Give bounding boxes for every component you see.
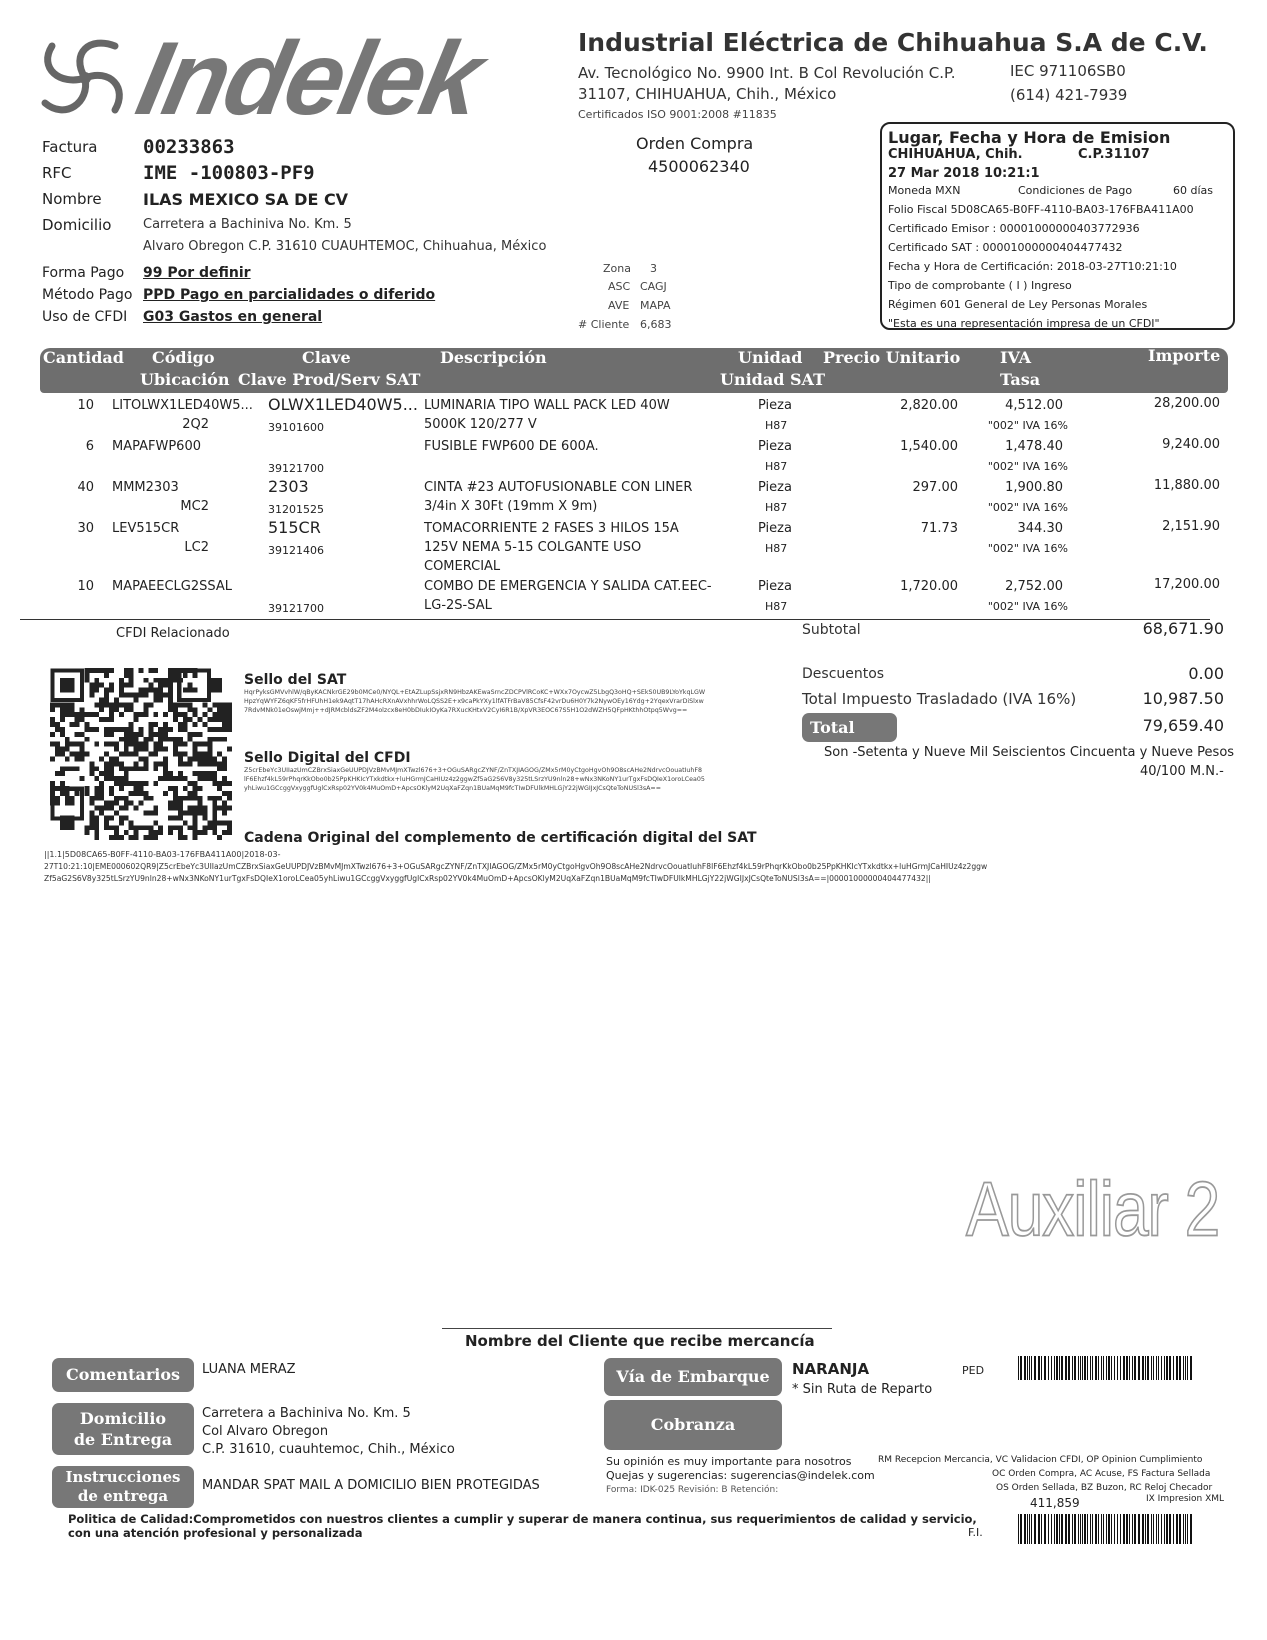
row-codigo: MAPAEECLG2SSAL (112, 579, 232, 594)
row-iva: 2,752.00 (1005, 579, 1063, 594)
emision-condiciones: Condiciones de Pago (1018, 184, 1133, 197)
via-embarque-value: NARANJA (792, 1360, 870, 1378)
logo-wordmark: Indelek (127, 21, 490, 137)
instrucciones-label-2: de entrega (77, 1487, 169, 1505)
uso-cfdi-label: Uso de CFDI (42, 309, 128, 325)
zona-value: 3 (650, 262, 657, 275)
asc-value: CAGJ (640, 280, 667, 293)
emision-title: Lugar, Fecha y Hora de Emision (888, 128, 1171, 147)
row-precio: 71.73 (920, 521, 958, 536)
row-clave-sat: 39121700 (268, 462, 324, 475)
instrucciones-label (52, 1466, 194, 1508)
cliente-value: 6,683 (640, 318, 672, 331)
rm-legend-1: RM Recepcion Mercancia, VC Validacion CFDI, OP Opinion Cumplimiento (878, 1455, 1203, 1465)
uso-cfdi-value: G03 Gastos en general (143, 309, 323, 325)
emision-moneda: Moneda MXN (888, 184, 961, 197)
row-unidad-sat: H87 (765, 419, 788, 432)
sello-sat-text: HqrPyksGMVvhlW/qByKACNkrGE29b0MCe0/NYQL+EtAZLupSsjxRN9HbzAKEwaSrncZDCPVlRCoKC+WXx7OycwZ5LbgQ3oHQ+SEkS0UB9LYoYkqLGW HpzYqWYFZ6qKF5frHFUhH1ek9AqtT17hAHcRXnAVxhhrWoLQSS2E+x9caPkYXy1lfATFrBaV85CfsF42vrDu6H0Y7k2NywOEy16Ydg+2YqexVrarDiSlxw 7RdvMNk01eOswjMmj++dJRMcbldsZF2M4olzcx8eH0bDIukIOyKa7RXucKHtxV2CyI6R1B/XpVR3EOC67S5H1O2dWZH5QFpHKthhOtpq5Wvg== (244, 689, 706, 714)
cfdi-relacionado: CFDI Relacionado (116, 626, 230, 641)
th-codigo: Código (152, 348, 215, 367)
row-tasa: "002" IVA 16% (987, 600, 1068, 613)
qr-code (50, 668, 232, 840)
fi-label: F.I. (968, 1526, 983, 1539)
row-tasa: "002" IVA 16% (987, 501, 1068, 514)
sin-ruta: * Sin Ruta de Reparto (792, 1382, 933, 1397)
row-desc-2: 5000K 120/277 V (424, 417, 537, 432)
row-cantidad: 30 (77, 521, 94, 536)
cliente-recibe-label: Nombre del Cliente que recibe mercancía (465, 1332, 815, 1350)
quejas-text: Quejas y sugerencias: sugerencias@indelek.com (606, 1469, 875, 1482)
row-importe: 28,200.00 (1153, 396, 1220, 411)
barcode-bottom (1018, 1514, 1194, 1544)
company-cert: Certificados ISO 9001:2008 #11835 (578, 108, 777, 121)
nombre-label: Nombre (42, 190, 102, 208)
row-iva: 4,512.00 (1005, 398, 1063, 413)
metodo-pago-value: PPD Pago en parcialidades o diferido (143, 287, 436, 303)
row-codigo: MMM2303 (112, 480, 179, 495)
emision-folio: Folio Fiscal 5D08CA65-B0FF-4110-BA03-176FBA411A00 (888, 203, 1194, 216)
row-clave: 515CR (268, 518, 321, 537)
row-desc-1: FUSIBLE FWP600 DE 600A. (424, 439, 599, 454)
row-codigo: LITOLWX1LED40W5... (112, 398, 253, 413)
domicilio-entrega-3: C.P. 31610, cuauhtemoc, Chih., México (202, 1442, 455, 1457)
ped-label: PED (962, 1364, 985, 1377)
domicilio-line-2: Alvaro Obregon C.P. 31610 CUAUHTEMOC, Chihuahua, México (143, 239, 547, 254)
th-unidad: Unidad (738, 348, 803, 367)
subtotal-label: Subtotal (802, 622, 861, 638)
row-clave-sat: 39121700 (268, 602, 324, 615)
orden-compra-value: 4500062340 (648, 157, 750, 176)
emision-regimen: Régimen 601 General de Ley Personas Morales (888, 298, 1148, 311)
row-desc-2: 125V NEMA 5-15 COLGANTE USO (424, 540, 642, 555)
row-precio: 297.00 (912, 480, 958, 495)
rfc-value: IME -100803-PF9 (143, 162, 315, 184)
row-tasa: "002" IVA 16% (987, 419, 1068, 432)
row-iva: 1,900.80 (1005, 480, 1063, 495)
row-ubicacion: 2Q2 (182, 417, 209, 432)
row-clave: OLWX1LED40W5... (268, 395, 418, 414)
instrucciones-label-1: Instrucciones (65, 1468, 181, 1486)
sello-cfdi-title: Sello Digital del CFDI (244, 750, 411, 766)
via-embarque-label: Vía de Embarque (604, 1358, 782, 1396)
row-tasa: "002" IVA 16% (987, 460, 1068, 473)
forma-pago-value: 99 Por definir (143, 265, 251, 281)
row-importe: 17,200.00 (1153, 577, 1220, 592)
politica-1: Politica de Calidad:Comprometidos con nuestros clientes a cumplir y superar de manera continua, sus requerimientos de calidad y servicio, (68, 1512, 977, 1526)
th-unidad-sat: Unidad SAT (720, 370, 825, 389)
cadena-title: Cadena Original del complemento de certificación digital del SAT (244, 830, 757, 846)
row-precio: 1,540.00 (900, 439, 958, 454)
row-clave-sat: 39121406 (268, 544, 324, 557)
forma-text: Forma: IDK-025 Revisión: B Retención: (606, 1485, 779, 1495)
emision-dias: 60 días (1173, 184, 1214, 197)
domicilio-entrega-label-2: de Entrega (73, 1430, 173, 1449)
domicilio-entrega-1: Carretera a Bachiniva No. Km. 5 (202, 1406, 411, 1421)
total-value: 79,659.40 (1142, 716, 1224, 735)
domicilio-label: Domicilio (42, 216, 112, 234)
row-cantidad: 6 (85, 439, 94, 454)
th-clave: Clave (302, 348, 351, 367)
row-desc-1: LUMINARIA TIPO WALL PACK LED 40W (424, 398, 670, 413)
row-unidad: Pieza (758, 439, 792, 454)
domicilio-entrega-2: Col Alvaro Obregon (202, 1424, 329, 1439)
cadena-line-1: ||1.1|5D08CA65-B0FF-4110-BA03-176FBA411A00|2018-03- (44, 850, 281, 859)
rfc-label: RFC (42, 164, 72, 182)
company-phone: (614) 421-7939 (1010, 86, 1128, 104)
row-desc-2: 3/4in X 30Ft (19mm X 9m) (424, 499, 598, 514)
row-unidad: Pieza (758, 521, 792, 536)
descuentos-label: Descuentos (802, 666, 885, 682)
row-clave-sat: 39101600 (268, 421, 324, 434)
row-desc-1: CINTA #23 AUTOFUSIONABLE CON LINER (424, 480, 693, 495)
th-precio: Precio Unitario (823, 348, 961, 367)
row-unidad-sat: H87 (765, 501, 788, 514)
row-precio: 2,820.00 (900, 398, 958, 413)
row-iva: 1,478.40 (1005, 439, 1063, 454)
row-precio: 1,720.00 (900, 579, 958, 594)
metodo-pago-label: Método Pago (42, 287, 133, 303)
row-desc-3: COMERCIAL (424, 559, 501, 574)
impuesto-value: 10,987.50 (1142, 689, 1224, 708)
company-address-1: Av. Tecnológico No. 9900 Int. B Col Revolución C.P. (578, 64, 956, 82)
company-rfc: IEC 971106SB0 (1010, 62, 1126, 80)
factura-value: 00233863 (143, 136, 235, 158)
row-codigo: MAPAFWP600 (112, 439, 201, 454)
emision-lugar: CHIHUAHUA, Chih. (888, 147, 1023, 162)
total-en-letra-1: Son -Setenta y Nueve Mil Seiscientos Cincuenta y Nueve Pesos (824, 745, 1235, 760)
row-iva: 344.30 (1017, 521, 1063, 536)
row-desc-2: LG-2S-SAL (424, 598, 492, 613)
row-unidad-sat: H87 (765, 460, 788, 473)
row-clave: 2303 (268, 477, 309, 496)
items-table-body (0, 0, 1267, 640)
row-cantidad: 10 (77, 579, 94, 594)
footer-number: 411,859 (1030, 1496, 1080, 1510)
row-desc-1: COMBO DE EMERGENCIA Y SALIDA CAT.EEC- (424, 579, 712, 594)
ix-legend: IX Impresion XML (1146, 1494, 1225, 1504)
cobranza-label: Cobranza (604, 1400, 782, 1450)
row-unidad: Pieza (758, 579, 792, 594)
total-label: Total (802, 713, 897, 742)
cadena-line-3: Zf5aG2S6V8y325tLSrzYU9nln28+wNx3NKoNY1urTgxFsDQIeX1oroLCea05yhLiwu1GCcggVxyggfUglCxRsp02YV0k4MuOmD+ApcsOKlyM2UqXaFZqn1BUaMqM9fcTIwDFUlkMHLGjY22jWGIJxJCsQteToNUSl3sA==|00001000000404477432|| (44, 874, 931, 883)
th-cantidad: Cantidad (43, 348, 124, 367)
forma-pago-label: Forma Pago (42, 265, 125, 281)
row-codigo: LEV515CR (112, 521, 180, 536)
row-cantidad: 40 (77, 480, 94, 495)
emision-fecha: 27 Mar 2018 10:21:1 (888, 166, 1040, 181)
qr-code-icon (50, 668, 232, 840)
row-importe: 11,880.00 (1153, 478, 1220, 493)
asc-label: ASC (608, 280, 631, 293)
row-ubicacion: MC2 (180, 499, 209, 514)
th-descripcion: Descripción (440, 348, 547, 367)
row-unidad: Pieza (758, 398, 792, 413)
th-clave-prod: Clave Prod/Serv SAT (238, 370, 421, 389)
row-unidad-sat: H87 (765, 542, 788, 555)
th-tasa: Tasa (1000, 370, 1041, 389)
rm-legend-3: OS Orden Sellada, BZ Buzon, RC Reloj Checador (996, 1483, 1213, 1493)
ave-label: AVE (608, 299, 630, 312)
company-name: Industrial Eléctrica de Chihuahua S.A de C.V. (578, 28, 1208, 57)
ave-value: MAPA (640, 299, 671, 312)
th-importe: Importe (1148, 346, 1221, 365)
comentarios-label: Comentarios (52, 1358, 194, 1392)
emision-cert-sat: Certificado SAT : 00001000000404477432 (888, 241, 1123, 254)
row-ubicacion: LC2 (184, 540, 209, 555)
nombre-value: ILAS MEXICO SA DE CV (143, 190, 349, 209)
opinion-text: Su opinión es muy importante para nosotros (606, 1455, 852, 1468)
emision-fecha-cert: Fecha y Hora de Certificación: 2018-03-27T10:21:10 (888, 260, 1177, 273)
instrucciones-value: MANDAR SPAT MAIL A DOMICILIO BIEN PROTEGIDAS (202, 1478, 540, 1493)
subtotal-value: 68,671.90 (1142, 619, 1224, 638)
row-unidad-sat: H87 (765, 600, 788, 613)
emision-cp: C.P.31107 (1078, 147, 1150, 162)
company-address-2: 31107, CHIHUAHUA, Chih., México (578, 85, 837, 103)
th-iva: IVA (1000, 348, 1032, 367)
table-divider (20, 619, 1210, 620)
row-clave-sat: 31201525 (268, 503, 324, 516)
row-importe: 2,151.90 (1162, 519, 1220, 534)
cadena-line-2: 27T10:21:10|EME000602QR9|Z5crEbeYc3UIIazUmCZBrxSiaxGeUUPDJVzBMvMJmXTwzl676+3+OGuSARgcZYNF/ZnTXJIAGOG/ZMx5rM0yCtgoHgvOh9O8scAHe2NdrvcOouatIuhF8lF6Ehzf4kL59rPhqrKkObo0b25PpKHKIcYTxkdtkx+luHGrmJCaHIUz4z2ggw (44, 862, 988, 871)
politica-2: con una atención profesional y personalizada (68, 1526, 363, 1540)
emision-representacion: "Esta es una representación impresa de un CFDI" (888, 317, 1160, 330)
total-en-letra-2: 40/100 M.N.- (1140, 764, 1224, 779)
row-cantidad: 10 (77, 398, 94, 413)
row-desc-1: TOMACORRIENTE 2 FASES 3 HILOS 15A (424, 521, 679, 536)
row-tasa: "002" IVA 16% (987, 542, 1068, 555)
sello-sat-title: Sello del SAT (244, 672, 347, 688)
row-importe: 9,240.00 (1162, 437, 1220, 452)
domicilio-line-1: Carretera a Bachiniva No. Km. 5 (143, 217, 352, 232)
auxiliar-stamp: Auxiliar 2 (966, 1165, 1220, 1253)
emision-tipo: Tipo de comprobante ( I ) Ingreso (888, 279, 1072, 292)
domicilio-entrega-label (52, 1403, 194, 1455)
sello-cfdi-text: Z5crEbeYc3UIIazUmCZBrxSiaxGeUUPDJVzBMvMJmXTwzl676+3+OGuSARgcZYNF/ZnTXJIAGOG/ZMx5rM0yCtgoHgvOh9O8scAHe2NdrvcOouatIuhF8 lF6Ehzf4kL59rPhqrKkObo0b25PpKHKIcYTxkdtkx+luHGrmJCaHIUz4z2ggwZf5aG2S6V8y325tLSrzYU9nln28+wNx3NKoNY1urTgxFsDQIeX1oroLCea05 yhLiwu1GCcggVxyggfUglCxRsp02YV0k4MuOmD+ApcsOKlyM2UqXaFZqn1BUaMqM9fcTIwDFUlkMHLGjY22jWGIJxJCsQteToNUSl3sA== (244, 767, 705, 792)
orden-compra-label: Orden Compra (636, 134, 754, 153)
th-ubicacion: Ubicación (140, 370, 230, 389)
row-unidad: Pieza (758, 480, 792, 495)
zona-label: Zona (603, 262, 631, 275)
impuesto-label: Total Impuesto Trasladado (IVA 16%) (802, 690, 1077, 708)
cliente-label: # Cliente (578, 318, 630, 331)
factura-label: Factura (42, 138, 98, 156)
signature-line (442, 1328, 832, 1329)
comentarios-value: LUANA MERAZ (202, 1362, 296, 1377)
domicilio-entrega-label-1: Domicilio (79, 1409, 167, 1428)
barcode-top (1018, 1356, 1194, 1380)
rm-legend-2: OC Orden Compra, AC Acuse, FS Factura Sellada (992, 1469, 1211, 1479)
emision-cert-emisor: Certificado Emisor : 00001000000403772936 (888, 222, 1140, 235)
descuentos-value: 0.00 (1188, 664, 1224, 683)
